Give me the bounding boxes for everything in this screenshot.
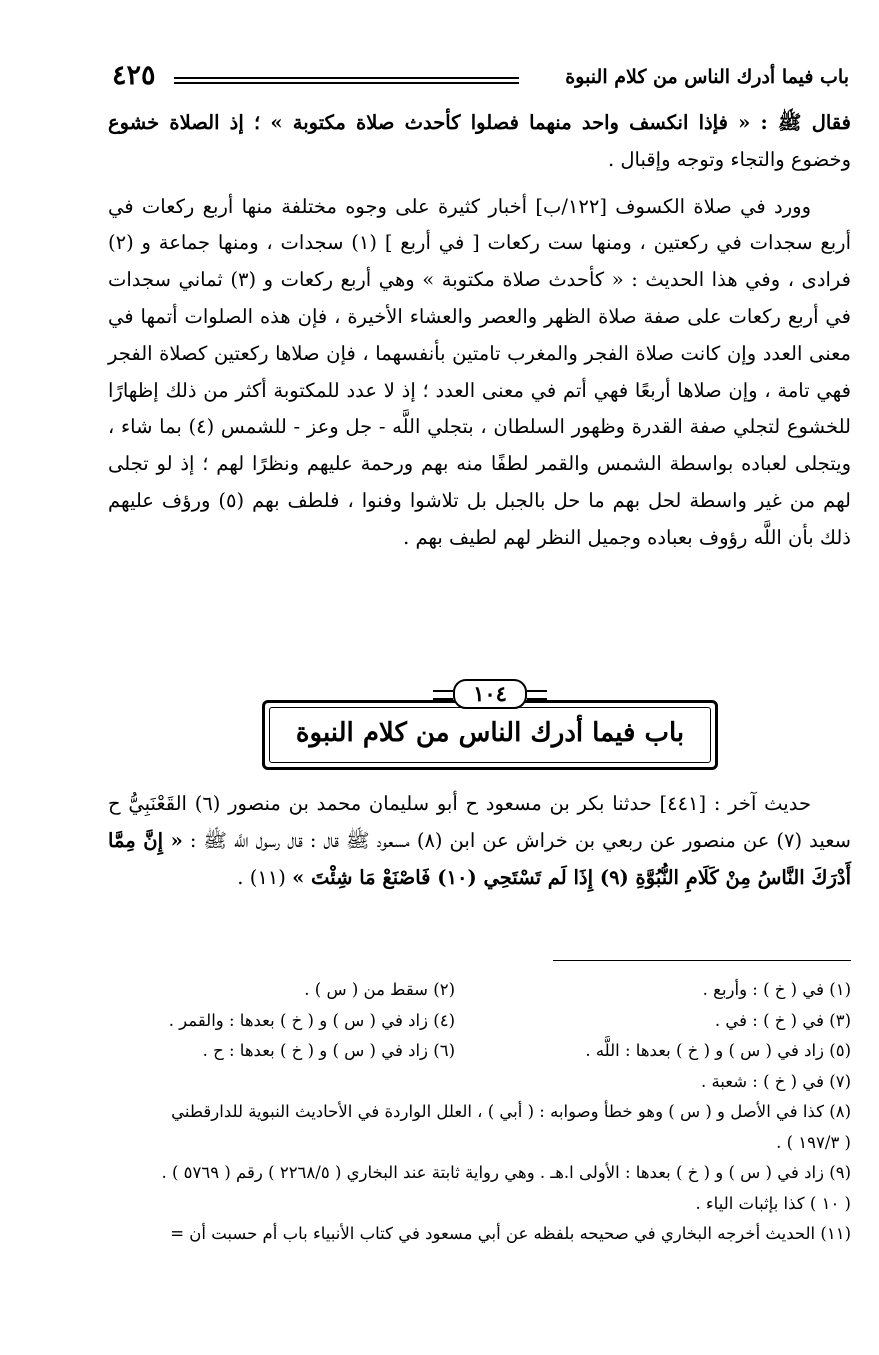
page-number: ٤٢٥ — [112, 60, 156, 91]
paragraph-1 — [108, 105, 851, 179]
footnote-10: ( ١٠ ) كذا بإثبات الياء . — [695, 1193, 851, 1213]
footnote-11: (١١) الحديث أخرجه البخاري في صحيحه بلفظه عن أبي مسعود في كتاب الأنبياء باب أم حسبت أن = — [170, 1224, 851, 1243]
footnotes — [40, 975, 851, 1250]
p1-tail: وخضوع والتجاء وتوجه وإقبال . — [607, 147, 851, 171]
footnote-8-cont: ( ١٩٧/٣ ) . — [776, 1132, 851, 1152]
running-title: باب فيما أدرك الناس من كلام النبوة — [565, 66, 849, 88]
footnote-5: (٥) زاد في ( س ) و ( خ ) بعدها : اللَّه . — [585, 1041, 851, 1060]
footnote-6: (٦) زاد في ( س ) و ( خ ) بعدها : ح . — [202, 1041, 455, 1060]
footnote-4: (٤) زاد في ( س ) و ( خ ) بعدها : والقمر . — [168, 1010, 455, 1030]
paragraph-2: وورد في صلاة الكسوف [١٢٢/ب] أخبار كثيرة على وجوه مختلفة منها أربع ركعات في أربع سجدات في ركعتين ، ومنها ست ركعات [ في أربع ] (١) سجدات ، ومنها جماعة و (٢) فرادى ، وفي هذا الحديث : « كأحدث صلاة مكتوبة » وهي أربع ركعات و (٣) ثماني سجدات في أربع ركعات على صفة صلاة الظهر والعصر والعشاء الأخيرة ، فإن هذه الصلوات أتمها في معنى العدد وإن كانت صلاة الفجر والمغرب تامتين بأنفسهما ، فإن صلاها ركعتين كصلاة الفجر فهي تامة ، وإن صلاها أربعًا فهي أتم في معنى العدد ؛ إذ لا عدد للمكتوبة أكثر من ذلك إظهارًا للخشوع لتجلي صفة القدرة وظهور السلطان ، بتجلي اللَّه - جل وعز - للشمس (٤) بما شاء ، ويتجلى لعباده بواسطة الشمس والقمر لطفًا منه بهم ورحمة عليهم ونظرًا لهم ؛ إذ لو تجلى لهم من غير واسطة لحل بهم ما حل بالجبل بل تلاشوا وفنوا ، فلطف بهم (٥) ورؤف عليهم ذلك بأن اللَّه رؤوف بعباده وجميل النظر لهم لطيف بهم . — [108, 194, 852, 549]
footnote-row — [40, 1036, 851, 1067]
footnote-3: (٣) في ( خ ) : في . — [714, 1010, 851, 1030]
hadith-end: (١١) . — [237, 865, 293, 889]
hadith-text — [108, 786, 851, 896]
footnote-8: (٨) كذا في الأصل و ( س ) وهو خطأ وصوابه : ( أبي ) ، العلل الواردة في الأحاديث النبوية للدارقطني — [171, 1102, 851, 1121]
hadith-paragraph — [108, 786, 851, 896]
footnote-rule — [553, 960, 851, 961]
footnote-7: (٧) في ( خ ) : شعبة . — [700, 1071, 851, 1091]
hadith-chain: حديث آخر : [٤٤١] حدثنا بكر بن مسعود ح أبو سليمان محمد بن منصور (٦) القَعْنَبِيُّ ح سعيد (٧) عن منصور عن ربعي بن خراش عن ابن (٨) مسعود ﷺ قال : قال رسول اللَّه ﷺ : — [108, 792, 851, 852]
hadith-quote: « إِنَّ مِمَّا أَدْرَكَ النَّاسُ مِنْ كَلَامِ النُّبُوَّةِ (٩) إِذَا لَم تَسْتَحِي (١٠) فَاصْنَعْ مَا شِئْتَ » — [108, 828, 851, 889]
chapter-title: باب فيما أدرك الناس من كلام النبوة — [269, 707, 711, 763]
footnote-1: (١) في ( خ ) : وأربع . — [702, 980, 851, 999]
header-rule — [174, 77, 519, 84]
main-text — [108, 105, 851, 567]
footnote-row — [40, 1006, 851, 1037]
footnote-2: (٢) سقط من ( س ) . — [304, 980, 455, 999]
footnote-row — [40, 1067, 851, 1098]
p1-lead: فقال ﷺ : — [750, 111, 851, 134]
page-header — [112, 58, 849, 94]
footnote-9: (٩) زاد في ( س ) و ( خ ) بعدها : الأولى ا.هـ . وهي رواية ثابتة عند البخاري ( ٢٢٦٨/٥ ) رقم ( ٥٧٦٩ ) . — [161, 1163, 851, 1182]
chapter-heading-box — [262, 700, 718, 770]
p1-quote: « فإذا انكسف واحد منهما فصلوا كأحدث صلاة مكتوبة » ؛ إذ الصلاة خشوع — [108, 111, 751, 134]
footnote-row — [40, 975, 851, 1006]
chapter-number: ١٠٤ — [453, 679, 527, 709]
